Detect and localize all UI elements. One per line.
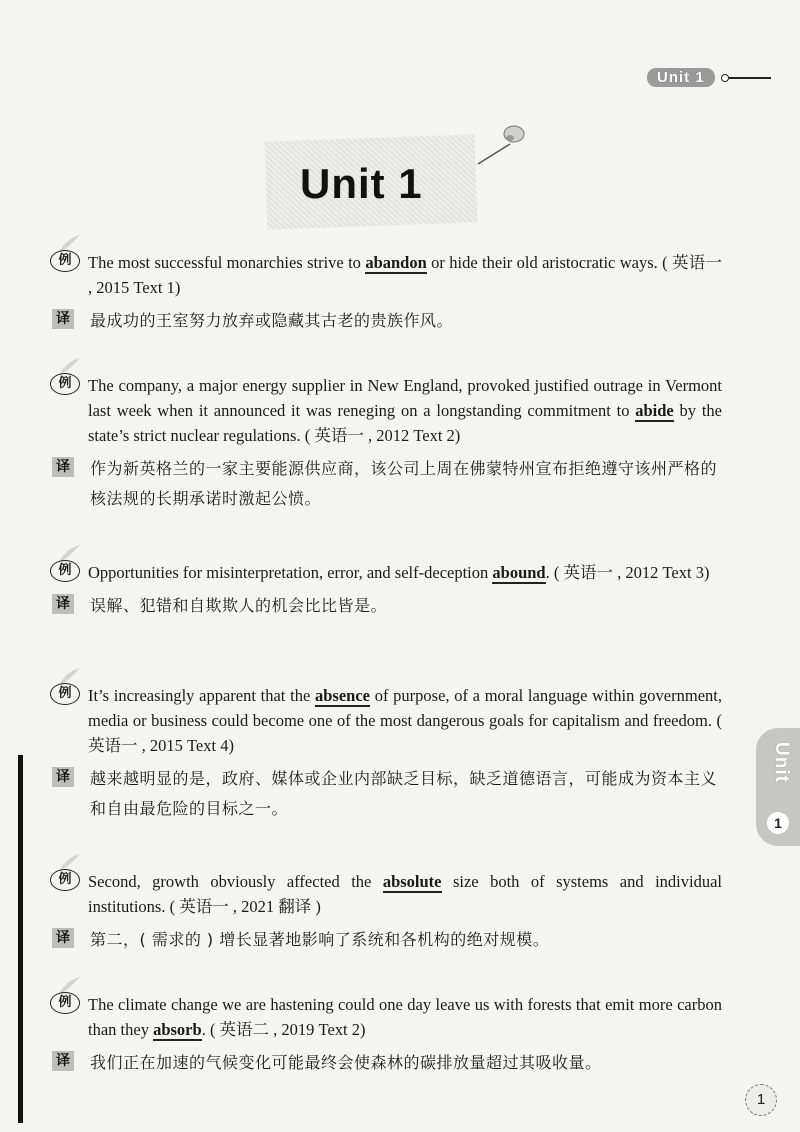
example-entry: [50, 373, 722, 514]
example-mark: 例: [50, 869, 80, 891]
translation-text: 第二，( 需求的 ) 增长显著地影响了系统和各机构的绝对规模。: [90, 930, 550, 949]
keyword: abound: [492, 563, 546, 582]
example-sentence: The most successful monarchies strive to abandon or hide their old aristocratic ways. ( 英语一 , 2015 Text 1): [88, 253, 722, 297]
example-mark: 例: [50, 250, 80, 272]
keyword: abide: [635, 401, 674, 420]
translation-text: 越来越明显的是，政府、媒体或企业内部缺乏目标，缺乏道德语言，可能成为资本主义和自由最危险的目标之一。: [90, 769, 718, 818]
example-entry: [50, 250, 722, 336]
margin-bar: [18, 755, 23, 1123]
translation-text: 我们正在加速的气候变化可能最终会使森林的碳排放量超过其吸收量。: [90, 1053, 602, 1072]
keyword: abandon: [365, 253, 427, 272]
example-sentence: The climate change we are hastening could one day leave us with forests that emit more carbon than they absorb. ( 英语二 , 2019 Text 2): [88, 995, 722, 1039]
page-number: 1: [745, 1084, 777, 1116]
example-entry: [50, 992, 722, 1078]
example-mark: 例: [50, 992, 80, 1014]
translation-mark: 译: [52, 928, 74, 948]
translation-text: 作为新英格兰的一家主要能源供应商，该公司上周在佛蒙特州宣布拒绝遵守该州严格的核法规的长期承诺时激起公愤。: [90, 459, 718, 508]
pushpin-icon: [470, 114, 540, 174]
page-title: Unit 1: [300, 160, 423, 207]
translation-mark: 译: [52, 1051, 74, 1071]
example-entry: [50, 683, 722, 824]
translation-mark: 译: [52, 767, 74, 787]
example-mark: 例: [50, 560, 80, 582]
running-header: [647, 68, 771, 87]
example-entry: [50, 560, 722, 621]
translation-text: 最成功的王室努力放弃或隐藏其古老的贵族作风。: [90, 311, 454, 330]
translation-mark: 译: [52, 457, 74, 477]
example-sentence: Second, growth obviously affected the absolute size both of systems and individual institutions. ( 英语一 , 2021 翻译 ): [88, 872, 722, 916]
keyword: absorb: [153, 1020, 202, 1039]
translation-text: 误解、犯错和自欺欺人的机会比比皆是。: [90, 596, 388, 615]
example-mark: 例: [50, 683, 80, 705]
example-entry: [50, 869, 722, 955]
side-tab-unit-1[interactable]: [756, 728, 800, 846]
example-mark: 例: [50, 373, 80, 395]
keyword: absolute: [382, 872, 442, 891]
header-rule: [721, 74, 771, 82]
example-sentence: Opportunities for misinterpretation, error, and self-deception abound. ( 英语一 , 2012 Text 3): [88, 563, 710, 582]
translation-mark: 译: [52, 309, 74, 329]
side-tab-number: 1: [767, 812, 789, 834]
example-sentence: It’s increasingly apparent that the absence of purpose, of a moral language within government, media or business could become one of the most dangerous goals for capitalism and freedom. ( 英语一 , 2015 Text 4): [88, 686, 722, 755]
header-unit-tag: Unit 1: [647, 68, 715, 87]
translation-mark: 译: [52, 594, 74, 614]
side-tab-label: Unit: [771, 742, 792, 783]
example-sentence: The company, a major energy supplier in New England, provoked justified outrage in Vermont last week when it announced it was reneging on a longstanding commitment to abide by the state’s strict nuclear regulations. ( 英语一 , 2012 Text 2): [88, 376, 722, 445]
keyword: absence: [314, 686, 370, 705]
